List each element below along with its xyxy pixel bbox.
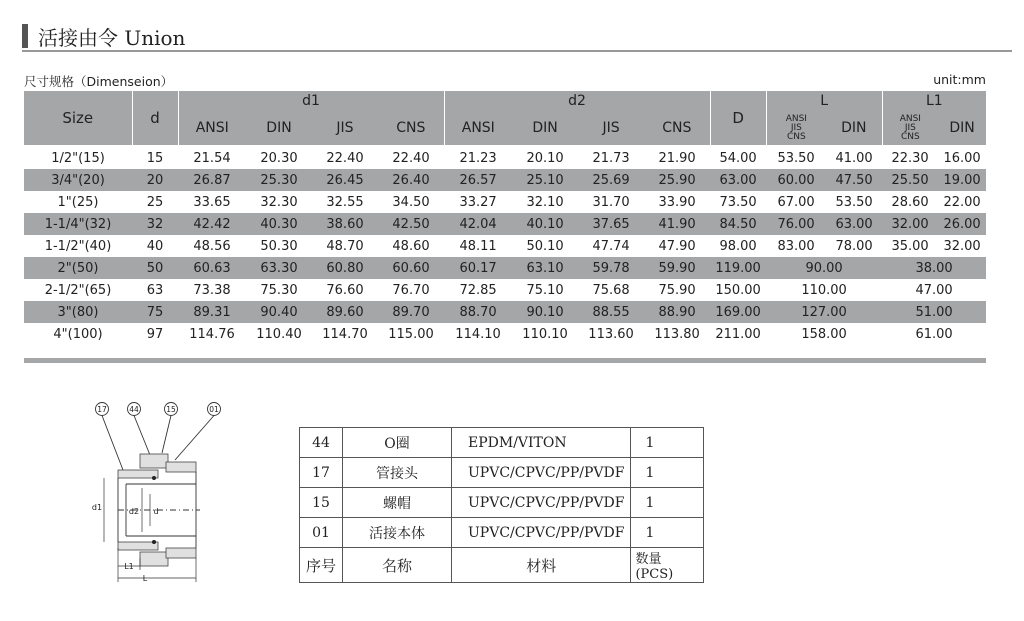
- cell-L: 41.00: [826, 147, 882, 169]
- header-L-ansi: ANSI: [785, 113, 807, 124]
- cell-L1: 47.00: [882, 279, 986, 301]
- table-row: [24, 257, 986, 279]
- parts-row: [300, 488, 704, 518]
- part-no: 44: [300, 428, 343, 458]
- callout-17: 17: [97, 405, 107, 414]
- cell-d1: 89.60: [312, 301, 378, 323]
- cell-d: 25: [132, 191, 178, 213]
- dim-L1: L1: [124, 562, 134, 571]
- cell-L: 47.50: [826, 169, 882, 191]
- cell-d1: 60.80: [312, 257, 378, 279]
- cell-d: 75: [132, 301, 178, 323]
- cell-size: 2-1/2"(65): [24, 279, 132, 301]
- part-name: 螺帽: [343, 488, 452, 518]
- cell-L1: 26.00: [938, 213, 986, 235]
- cell-d: 32: [132, 213, 178, 235]
- cell-d1: 89.70: [378, 301, 444, 323]
- parts-row: [300, 428, 704, 458]
- dim-d1: d1: [91, 503, 103, 512]
- cell-D: 63.00: [710, 169, 766, 191]
- cell-L1: 38.00: [882, 257, 986, 279]
- cell-d1: 114.76: [178, 323, 246, 345]
- parts-table: [299, 427, 704, 583]
- cell-d1: 32.30: [246, 191, 312, 213]
- cell-d1: 42.50: [378, 213, 444, 235]
- unit-label: unit:mm: [933, 72, 986, 87]
- table-row: [24, 323, 986, 345]
- cell-d1: 22.40: [312, 147, 378, 169]
- cell-d1: 38.60: [312, 213, 378, 235]
- cell-d2: 113.80: [644, 323, 710, 345]
- cell-d1: 73.38: [178, 279, 246, 301]
- header-d2: d2: [444, 91, 710, 111]
- cell-d2: 33.90: [644, 191, 710, 213]
- parts-header-material: 材料: [452, 548, 631, 583]
- cell-d2: 25.69: [578, 169, 644, 191]
- cell-L: 78.00: [826, 235, 882, 257]
- part-name: O圈: [343, 428, 452, 458]
- cell-d2: 114.10: [444, 323, 512, 345]
- cell-D: 98.00: [710, 235, 766, 257]
- cell-size: 3"(80): [24, 301, 132, 323]
- cell-d1: 115.00: [378, 323, 444, 345]
- header-L-cns: CNS: [786, 131, 806, 142]
- cell-L: 110.00: [766, 279, 882, 301]
- cell-d1: 90.40: [246, 301, 312, 323]
- cell-d2: 60.17: [444, 257, 512, 279]
- callout-01: 01: [209, 405, 219, 414]
- part-qty: 1: [631, 458, 704, 488]
- header-L-din: DIN: [826, 111, 882, 145]
- cell-d: 20: [132, 169, 178, 191]
- cell-L1: 22.30: [882, 147, 938, 169]
- cell-d1: 26.45: [312, 169, 378, 191]
- cell-d: 40: [132, 235, 178, 257]
- cell-D: 150.00: [710, 279, 766, 301]
- parts-row: [300, 518, 704, 548]
- cell-d2: 63.10: [512, 257, 578, 279]
- cell-d2: 21.73: [578, 147, 644, 169]
- cell-d1: 60.63: [178, 257, 246, 279]
- cell-d: 97: [132, 323, 178, 345]
- cell-size: 1/2"(15): [24, 147, 132, 169]
- cell-d1: 63.30: [246, 257, 312, 279]
- cell-L: 60.00: [766, 169, 826, 191]
- cell-d2: 59.78: [578, 257, 644, 279]
- cell-L: 127.00: [766, 301, 882, 323]
- header-L1-ansi-jis-cns: [882, 111, 938, 145]
- dim-d2: d2: [128, 507, 140, 516]
- cell-size: 1-1/2"(40): [24, 235, 132, 257]
- cell-d1: 89.31: [178, 301, 246, 323]
- cell-d2: 47.74: [578, 235, 644, 257]
- cell-d: 50: [132, 257, 178, 279]
- header-size: Size: [24, 91, 132, 145]
- cell-d1: 76.60: [312, 279, 378, 301]
- parts-header-no: 序号: [300, 548, 343, 583]
- cell-d1: 26.87: [178, 169, 246, 191]
- cell-d2: 25.90: [644, 169, 710, 191]
- cell-size: 1"(25): [24, 191, 132, 213]
- cell-d2: 110.10: [512, 323, 578, 345]
- header-d1: d1: [178, 91, 444, 111]
- cell-L: 83.00: [766, 235, 826, 257]
- header-d2-ansi: ANSI: [444, 111, 512, 145]
- table-bottom-rule: [24, 358, 986, 363]
- parts-header-row: [300, 548, 704, 583]
- cell-d1: 50.30: [246, 235, 312, 257]
- table-row: [24, 235, 986, 257]
- cell-size: 4"(100): [24, 323, 132, 345]
- cell-L1: 32.00: [938, 235, 986, 257]
- cell-d2: 33.27: [444, 191, 512, 213]
- header-d1-din: DIN: [246, 111, 312, 145]
- table-row: [24, 191, 986, 213]
- cell-L1: 35.00: [882, 235, 938, 257]
- cell-L: 63.00: [826, 213, 882, 235]
- cell-d2: 75.68: [578, 279, 644, 301]
- cell-L: 53.50: [766, 147, 826, 169]
- cell-d1: 110.40: [246, 323, 312, 345]
- cell-L: 67.00: [766, 191, 826, 213]
- header-L1-cns: CNS: [900, 131, 920, 142]
- dimension-label: 尺寸规格（Dimenseion）: [24, 74, 174, 89]
- page-title: 活接由令 Union: [38, 26, 186, 50]
- cell-d2: 88.70: [444, 301, 512, 323]
- part-name: 管接头: [343, 458, 452, 488]
- cell-L1: 19.00: [938, 169, 986, 191]
- cell-L1: 25.50: [882, 169, 938, 191]
- part-no: 15: [300, 488, 343, 518]
- cell-L1: 51.00: [882, 301, 986, 323]
- cell-L1: 16.00: [938, 147, 986, 169]
- title-marker: [22, 24, 28, 48]
- cell-d2: 50.10: [512, 235, 578, 257]
- cell-d2: 31.70: [578, 191, 644, 213]
- cell-size: 1-1/4"(32): [24, 213, 132, 235]
- spec-table: [24, 91, 986, 345]
- cell-d2: 59.90: [644, 257, 710, 279]
- cell-D: 73.50: [710, 191, 766, 213]
- header-D: D: [710, 91, 766, 145]
- cell-d1: 26.40: [378, 169, 444, 191]
- header-L1-din: DIN: [938, 111, 986, 145]
- cell-L: 90.00: [766, 257, 882, 279]
- cell-d1: 33.65: [178, 191, 246, 213]
- cell-d1: 75.30: [246, 279, 312, 301]
- cell-d2: 20.10: [512, 147, 578, 169]
- union-cross-section-drawing: [80, 398, 280, 588]
- spec-table-body: [24, 147, 986, 345]
- part-material: UPVC/CPVC/PP/PVDF: [452, 518, 631, 548]
- cell-D: 169.00: [710, 301, 766, 323]
- cell-d1: 48.56: [178, 235, 246, 257]
- cell-d1: 48.70: [312, 235, 378, 257]
- header-L1: L1: [882, 91, 986, 111]
- part-name: 活接本体: [343, 518, 452, 548]
- parts-header-name: 名称: [343, 548, 452, 583]
- cell-d1: 42.42: [178, 213, 246, 235]
- cell-d1: 76.70: [378, 279, 444, 301]
- cell-d1: 22.40: [378, 147, 444, 169]
- cell-L: 76.00: [766, 213, 826, 235]
- part-qty: 1: [631, 428, 704, 458]
- cell-d1: 48.60: [378, 235, 444, 257]
- cell-L: 53.50: [826, 191, 882, 213]
- part-material: EPDM/VITON: [452, 428, 631, 458]
- header-L1-ansi: ANSI: [899, 113, 921, 124]
- callout-44: 44: [129, 405, 139, 414]
- part-qty: 1: [631, 518, 704, 548]
- cell-D: 84.50: [710, 213, 766, 235]
- cell-d2: 37.65: [578, 213, 644, 235]
- cell-d: 15: [132, 147, 178, 169]
- cell-D: 54.00: [710, 147, 766, 169]
- cell-D: 211.00: [710, 323, 766, 345]
- cell-d2: 48.11: [444, 235, 512, 257]
- header-d2-jis: JIS: [578, 111, 644, 145]
- part-material: UPVC/CPVC/PP/PVDF: [452, 458, 631, 488]
- cell-d2: 25.10: [512, 169, 578, 191]
- parts-header-qty: 数量 (PCS): [631, 548, 704, 583]
- parts-row: [300, 458, 704, 488]
- cell-d1: 21.54: [178, 147, 246, 169]
- cell-d2: 75.90: [644, 279, 710, 301]
- header-d1-jis: JIS: [312, 111, 378, 145]
- cell-d1: 60.60: [378, 257, 444, 279]
- part-no: 17: [300, 458, 343, 488]
- table-row: [24, 279, 986, 301]
- cell-d2: 40.10: [512, 213, 578, 235]
- cell-d2: 88.55: [578, 301, 644, 323]
- cell-d1: 25.30: [246, 169, 312, 191]
- cell-L: 158.00: [766, 323, 882, 345]
- cell-size: 3/4"(20): [24, 169, 132, 191]
- cell-d2: 26.57: [444, 169, 512, 191]
- header-d1-ansi: ANSI: [178, 111, 246, 145]
- cell-L1: 32.00: [882, 213, 938, 235]
- cell-d1: 114.70: [312, 323, 378, 345]
- table-row: [24, 301, 986, 323]
- table-row: [24, 213, 986, 235]
- cell-d2: 75.10: [512, 279, 578, 301]
- cell-d2: 72.85: [444, 279, 512, 301]
- header-L: L: [766, 91, 882, 111]
- cell-d2: 113.60: [578, 323, 644, 345]
- cell-d2: 88.90: [644, 301, 710, 323]
- cell-L1: 22.00: [938, 191, 986, 213]
- cell-d2: 21.23: [444, 147, 512, 169]
- header-d2-cns: CNS: [644, 111, 710, 145]
- cell-d2: 21.90: [644, 147, 710, 169]
- table-row: [24, 147, 986, 169]
- part-qty: 1: [631, 488, 704, 518]
- cell-size: 2"(50): [24, 257, 132, 279]
- parts-table-body: [300, 428, 704, 548]
- part-material: UPVC/CPVC/PP/PVDF: [452, 488, 631, 518]
- cell-d: 63: [132, 279, 178, 301]
- title-underline: [22, 50, 1012, 52]
- cell-d2: 90.10: [512, 301, 578, 323]
- cell-d2: 42.04: [444, 213, 512, 235]
- cell-d1: 32.55: [312, 191, 378, 213]
- section-title-bar: [22, 22, 1012, 52]
- dim-L: L: [142, 574, 148, 583]
- cell-d2: 47.90: [644, 235, 710, 257]
- header-L-ansi-jis-cns: [766, 111, 826, 145]
- cell-d1: 40.30: [246, 213, 312, 235]
- table-row: [24, 169, 986, 191]
- cell-D: 119.00: [710, 257, 766, 279]
- cell-d2: 41.90: [644, 213, 710, 235]
- header-L1-jis: JIS: [904, 122, 916, 133]
- header-d: d: [132, 91, 178, 145]
- cell-L1: 28.60: [882, 191, 938, 213]
- part-no: 01: [300, 518, 343, 548]
- callout-15: 15: [166, 405, 176, 414]
- header-d1-cns: CNS: [378, 111, 444, 145]
- cell-d1: 34.50: [378, 191, 444, 213]
- dim-d: d: [153, 507, 159, 516]
- cell-d2: 32.10: [512, 191, 578, 213]
- header-d2-din: DIN: [512, 111, 578, 145]
- cell-d1: 20.30: [246, 147, 312, 169]
- cell-L1: 61.00: [882, 323, 986, 345]
- header-L-jis: JIS: [790, 122, 802, 133]
